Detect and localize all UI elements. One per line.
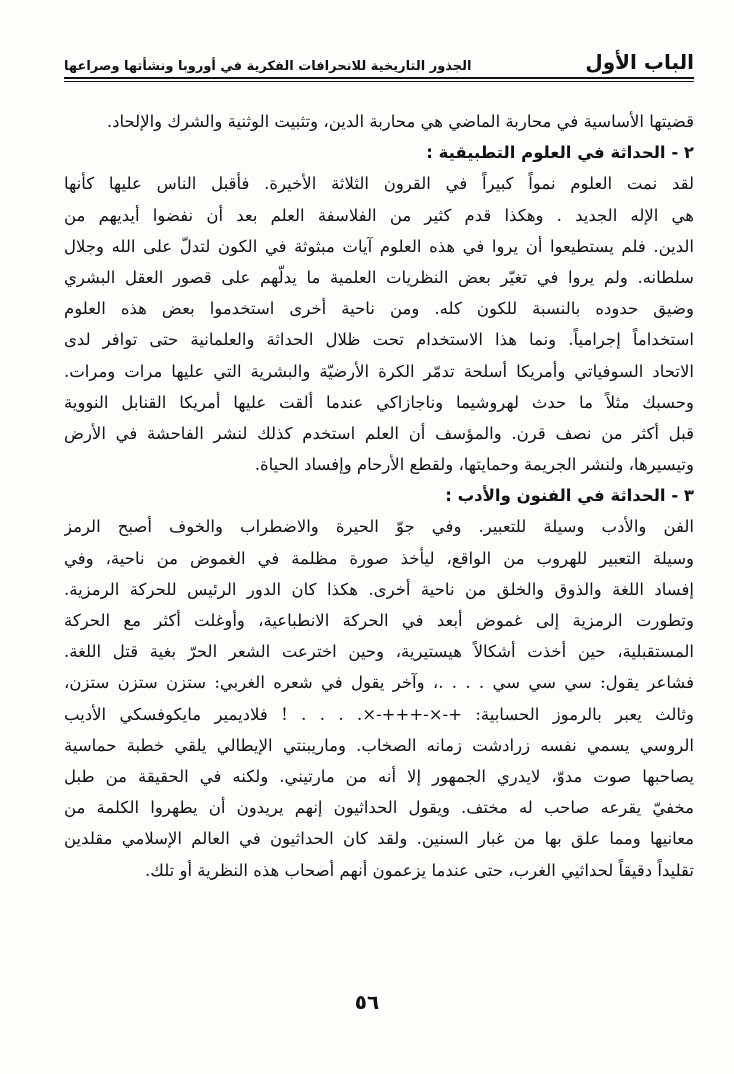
text-line: قبل أكثر من نصف قرن. والمؤسف أن العلم استخدم كذلك لنشر الفاحشة في الأرض [64, 423, 694, 443]
text-line: قضيتها الأساسية في محاربة الماضي هي محاربة الدين، وتثبيت الوثنية والشرك والإلحاد. [106, 112, 694, 131]
text-line: إفساد اللغة والذوق والخلق من ناحية أخرى. هكذا كان الدور الرئيس للحركة الرمزية. [64, 579, 694, 599]
text-line: وتيسيرها، ولنشر الجريمة وحمايتها، ولقطع الأرحام وإفساد الحياة. [254, 455, 694, 475]
text-line: لقد نمت العلوم نمواً كبيراً في القرون الثلاثة الأخيرة. فأقبل الناس عليها كأنها [64, 174, 694, 194]
text-line: الفن والأدب وسيلة للتعبير. وفي جوّ الحيرة والاضطراب والخوف أصبح الرمز [64, 517, 694, 537]
text-line: وثالث يعبر بالرموز الحسابية: +-×-+++-×. . . . ! فلاديمير مايكوفسكي الأديب [64, 704, 694, 724]
running-header [64, 40, 694, 74]
text-line: وسيلة التعبير للهروب من الواقع، ليأخذ صورة مظلمة في الغموض من ناحية، وفي [64, 548, 694, 568]
chapter-title: الباب الأول [585, 50, 694, 74]
header-rule [64, 77, 694, 79]
text-line: يصاحبها صوت مدوّ، لايدري الجمهور إلا أنه من مارتيني. ولكنه في الحقيقة من طبل [64, 766, 694, 786]
text-line: مخفيّ يقرعه صاحب له مختف. ويقول الحداثيون إنهم يريدون أن يطهروا الكلمة من [64, 798, 694, 818]
text-line: استخداماً إجرامياً. ونما هذا الاستخدام تحت ظلال الحداثة والعلمانية حتى توافر لدى [64, 330, 694, 350]
text-line: وضيق حدوده بالنسبة للكون كله. ومن ناحية أخرى استخدموا بعض هذه العلوم [64, 299, 694, 319]
text-line: الروسي يسمي نفسه زرادشت زمانه الصخاب. وماريبنتي الإيطالي يلقي خطبة حماسية [64, 735, 694, 755]
text-line: هي الإله الجديد . وهكذا قدم كثير من الفلاسفة العلم بعد أن نفضوا أيديهم من [64, 205, 694, 225]
header-rule-thin [64, 81, 694, 82]
text-line: المستقبلية، حين أخذت أشكالاً هيستيرية، وحين اخترعت الشعر الحرّ بغية قتل اللغة. [64, 642, 694, 662]
text-line: وحسبك مثلاً ما حدث لهروشيما وناجازاكي عندما ألقت عليها أمريكا القنابل النووية [64, 392, 694, 412]
text-line: فشاعر يقول: سي سي سي . . . .، وآخر يقول في شعره الغربي: ستزن ستزن ستزن، [64, 673, 694, 693]
section-heading: ٢ - الحداثة في العلوم التطبيقية : [426, 143, 694, 163]
section-heading: ٣ - الحداثة في الفنون والأدب : [445, 486, 694, 506]
body-text [64, 106, 694, 986]
text-line: تقليداً دقيقاً لحداثيي الغرب، حتى عندما يزعمون أنهم أصحاب هذه النظرية أو تلك. [145, 860, 694, 880]
text-line: الدين. فلم يستطيعوا أن يروا في هذه العلوم آيات مبثوثة في الكون لتدلّ على الله وجلال [64, 236, 694, 256]
text-line: سلطانه. ولم يروا في تغيّر بعض النظريات العلمية ما يدلّهم على قصور العقل البشري [64, 267, 694, 287]
text-line: وتطورت الرمزية إلى غموض أبعد في الحركة الانطباعية، وأوغلت أكثر مع الحركة [64, 611, 694, 630]
page-number: ٥٦ [354, 990, 380, 1014]
text-line: معانيها ومما علق بها من غبار السنين. ولقد كان الحداثيون في العالم الإسلامي مقلدين [64, 829, 694, 849]
text-line: الاتحاد السوفياتي وأمريكا أسلحة تدمّر الكرة الأرضيّة والبشرية التي عليها مرات ومرات. [64, 361, 694, 381]
book-title: الجذور التاريخية للانحرافات الفكرية في أوروبا ونشأتها وصراعها [64, 59, 472, 74]
